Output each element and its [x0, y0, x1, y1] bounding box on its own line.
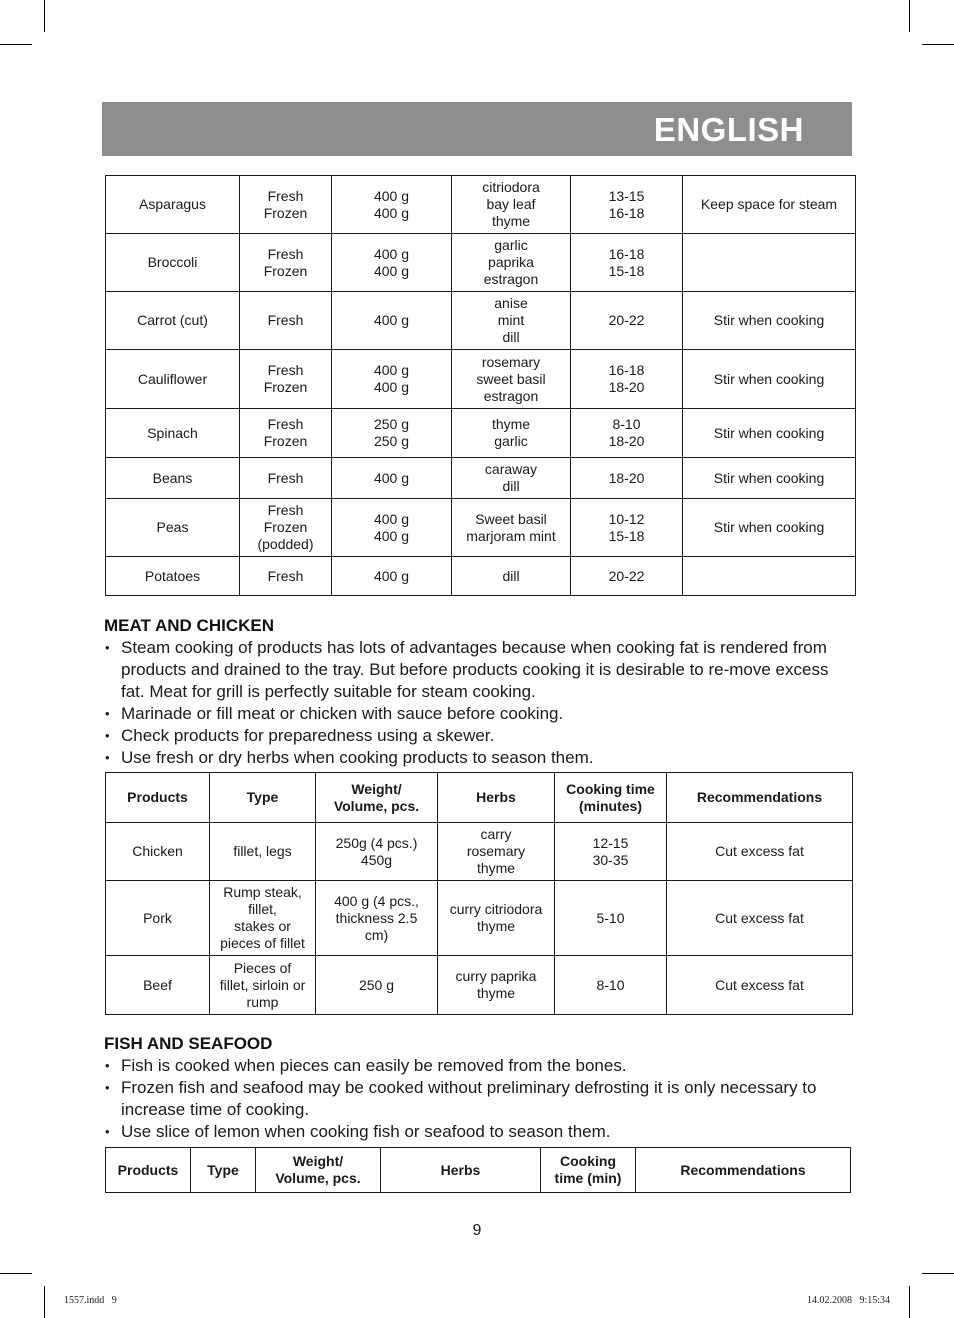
table-row: [106, 881, 853, 956]
table-cell: Chicken: [106, 823, 210, 881]
table-cell: Fresh Frozen: [240, 176, 332, 234]
table-cell: Rump steak, fillet, stakes or pieces of fillet: [210, 881, 316, 956]
table-cell: Spinach: [106, 409, 240, 458]
table-header-row: [106, 1148, 851, 1193]
table-cell: carry rosemary thyme: [438, 823, 555, 881]
table-cell: 13-15 16-18: [571, 176, 683, 234]
table-cell: Potatoes: [106, 557, 240, 596]
table-cell: Cut excess fat: [667, 823, 853, 881]
table-cell: 400 g 400 g: [332, 176, 452, 234]
list-item: • Marinade or fill meat or chicken with sauce before cooking.: [104, 703, 854, 725]
table-cell: 20-22: [571, 557, 683, 596]
table-cell: Beef: [106, 956, 210, 1015]
column-header: Weight/ Volume, pcs.: [316, 773, 438, 823]
table-cell: 18-20: [571, 458, 683, 499]
section-heading-meat: MEAT AND CHICKEN: [104, 616, 274, 635]
table-cell: 250 g 250 g: [332, 409, 452, 458]
crop-mark: [0, 1273, 32, 1274]
table-header-row: [106, 773, 853, 823]
table-cell: 400 g 400 g: [332, 350, 452, 409]
list-item: • Check products for preparedness using a skewer.: [104, 725, 854, 747]
table-cell: 400 g: [332, 458, 452, 499]
table-row: [106, 350, 856, 409]
section-heading-fish: FISH AND SEAFOOD: [104, 1034, 273, 1053]
table-cell: 400 g 400 g: [332, 499, 452, 557]
column-header: Cooking time (min): [541, 1148, 636, 1193]
table-cell: Stir when cooking: [683, 350, 856, 409]
table-cell: 250 g: [316, 956, 438, 1015]
crop-mark: [922, 44, 954, 45]
column-header: Recommendations: [636, 1148, 851, 1193]
table-cell: Fresh: [240, 292, 332, 350]
crop-mark: [922, 1273, 954, 1274]
table-cell: Carrot (cut): [106, 292, 240, 350]
crop-mark: [0, 44, 32, 45]
table-cell: Sweet basil marjoram mint: [452, 499, 571, 557]
column-header: Weight/ Volume, pcs.: [256, 1148, 381, 1193]
table-cell: Pieces of fillet, sirloin or rump: [210, 956, 316, 1015]
column-header: Herbs: [438, 773, 555, 823]
table-cell: caraway dill: [452, 458, 571, 499]
fish-table: [105, 1147, 851, 1193]
crop-mark: [44, 0, 45, 32]
table-cell: curry paprika thyme: [438, 956, 555, 1015]
fish-bullet-list: [104, 1055, 854, 1143]
table-cell: 8-10: [555, 956, 667, 1015]
date-slug: 14.02.2008 9:15:34: [806, 1295, 890, 1306]
table-cell: citriodora bay leaf thyme: [452, 176, 571, 234]
table-row: [106, 823, 853, 881]
file-slug: 1557.indd 9: [64, 1295, 117, 1306]
list-item: • Fish is cooked when pieces can easily be removed from the bones.: [104, 1055, 854, 1077]
table-cell: [683, 234, 856, 292]
column-header: Products: [106, 773, 210, 823]
table-cell: Cut excess fat: [667, 881, 853, 956]
table-row: [106, 956, 853, 1015]
table-cell: Stir when cooking: [683, 409, 856, 458]
table-cell: Fresh Frozen (podded): [240, 499, 332, 557]
table-row: [106, 176, 856, 234]
list-item: • Use slice of lemon when cooking fish or seafood to season them.: [104, 1121, 854, 1143]
table-row: [106, 499, 856, 557]
table-cell: Fresh: [240, 557, 332, 596]
meat-table: [105, 772, 853, 1015]
page-title: ENGLISH: [653, 111, 804, 148]
list-item: • Frozen fish and seafood may be cooked without preliminary defrosting it is only necessary to increase time of cooking.: [104, 1077, 854, 1121]
table-cell: Cauliflower: [106, 350, 240, 409]
column-header: Type: [210, 773, 316, 823]
crop-mark: [44, 1286, 45, 1318]
table-cell: Broccoli: [106, 234, 240, 292]
table-cell: fillet, legs: [210, 823, 316, 881]
table-cell: Stir when cooking: [683, 499, 856, 557]
table-cell: dill: [452, 557, 571, 596]
table-row: [106, 557, 856, 596]
table-cell: 16-18 15-18: [571, 234, 683, 292]
table-cell: 12-15 30-35: [555, 823, 667, 881]
crop-mark: [909, 1286, 910, 1318]
table-cell: Stir when cooking: [683, 458, 856, 499]
table-cell: 400 g 400 g: [332, 234, 452, 292]
language-banner: [102, 102, 852, 156]
table-row: [106, 292, 856, 350]
table-cell: thyme garlic: [452, 409, 571, 458]
table-cell: 400 g: [332, 292, 452, 350]
meat-bullet-list: [104, 637, 854, 769]
table-cell: anise mint dill: [452, 292, 571, 350]
list-item: • Use fresh or dry herbs when cooking products to season them.: [104, 747, 854, 769]
column-header: Herbs: [381, 1148, 541, 1193]
table-cell: Beans: [106, 458, 240, 499]
table-cell: 16-18 18-20: [571, 350, 683, 409]
table-cell: Keep space for steam: [683, 176, 856, 234]
column-header: Cooking time (minutes): [555, 773, 667, 823]
table-cell: Fresh: [240, 458, 332, 499]
table-cell: 400 g (4 pcs., thickness 2.5 cm): [316, 881, 438, 956]
vegetables-table: [105, 175, 856, 596]
table-cell: curry citriodora thyme: [438, 881, 555, 956]
column-header: Type: [191, 1148, 256, 1193]
table-cell: garlic paprika estragon: [452, 234, 571, 292]
table-row: [106, 458, 856, 499]
table-cell: Fresh Frozen: [240, 409, 332, 458]
column-header: Products: [106, 1148, 191, 1193]
table-cell: 10-12 15-18: [571, 499, 683, 557]
column-header: Recommendations: [667, 773, 853, 823]
table-row: [106, 234, 856, 292]
table-row: [106, 409, 856, 458]
page-number: 9: [472, 1222, 482, 1239]
table-cell: Asparagus: [106, 176, 240, 234]
table-cell: Stir when cooking: [683, 292, 856, 350]
table-cell: [683, 557, 856, 596]
table-cell: rosemary sweet basil estragon: [452, 350, 571, 409]
table-cell: 8-10 18-20: [571, 409, 683, 458]
table-cell: 5-10: [555, 881, 667, 956]
table-cell: 20-22: [571, 292, 683, 350]
table-cell: Fresh Frozen: [240, 234, 332, 292]
crop-mark: [909, 0, 910, 32]
table-cell: 250g (4 pcs.) 450g: [316, 823, 438, 881]
table-cell: Peas: [106, 499, 240, 557]
list-item: • Steam cooking of products has lots of advantages because when cooking fat is rendered from products and drained to the tray. But before products cooking it is desirable to re-move excess fat. Meat for grill is perfectly suitable for steam cooking.: [104, 637, 854, 703]
table-cell: Pork: [106, 881, 210, 956]
table-cell: Cut excess fat: [667, 956, 853, 1015]
table-cell: Fresh Frozen: [240, 350, 332, 409]
table-cell: 400 g: [332, 557, 452, 596]
